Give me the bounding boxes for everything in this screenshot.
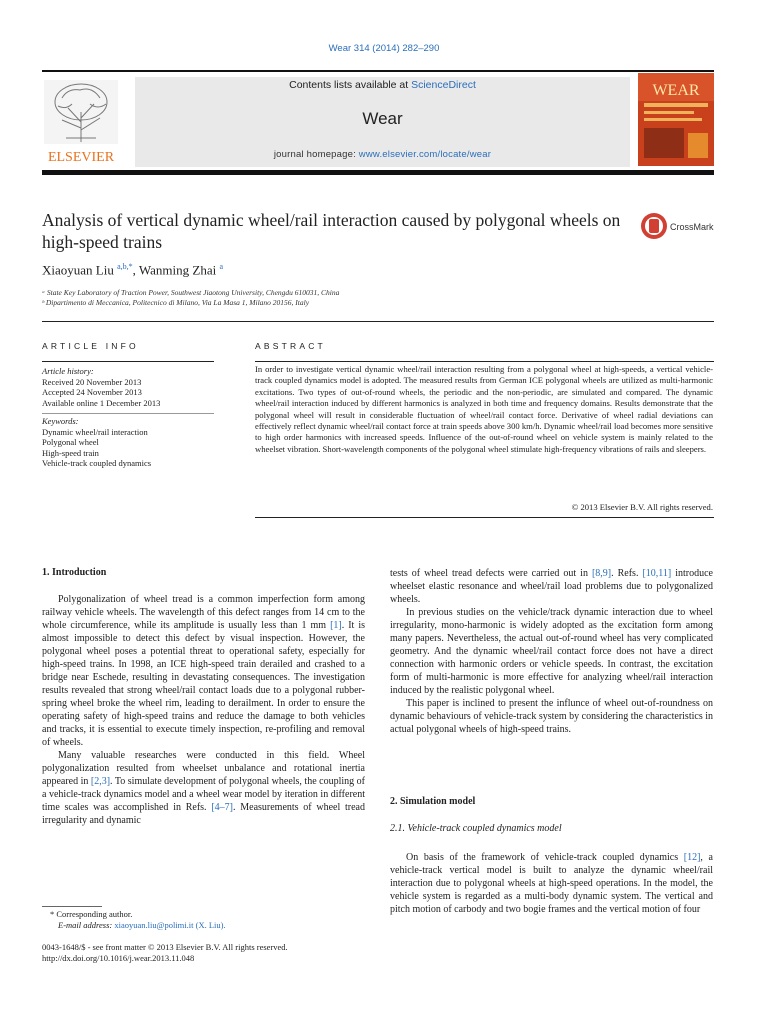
header-top-rule: [42, 70, 714, 72]
elsevier-logo[interactable]: [42, 78, 120, 168]
paragraph: In previous studies on the vehicle/track dynamic interaction due to wheel irregularity, mono-harmonic is widely adopted as the excitation form among many papers. Nevertheless, the actual out-of-round wheel has very complicated geometry. And the dynamic wheel/rail contact force does not have a direct connection with harmonic orders or vehicle speeds. In contrast, the excitation form of multi-harmonic is more effective for analyzing wheel/rail interaction induced by the realistic polygonal wheel.: [390, 607, 713, 696]
contents-prefix: Contents lists available at: [289, 79, 412, 91]
homepage-line: [135, 149, 630, 160]
journal-cover-image[interactable]: [638, 73, 714, 166]
text-run: On basis of the framework of vehicle-track coupled dynamics: [406, 852, 684, 863]
journal-name: Wear: [362, 109, 403, 128]
online-date: Available online 1 December 2013: [42, 397, 161, 408]
simulation-heading: 2. Simulation model: [390, 796, 476, 807]
text-run: Many valuable researches were conducted in this field. Wheel polygonalization resulted from wheelset unbalance and rotational inertia appeared in: [42, 750, 365, 787]
affiliation-a: ᵃ State Key Laboratory of Traction Power, Southwest Jiaotong University, Chengdu 610031, China: [42, 288, 340, 297]
text-run: . To simulate development of polygonal wheels, the coupling of a vehicle-track dynamics model and a wheel wear model by iteration in different time scales was accomplished in Refs.: [42, 776, 365, 813]
corresponding-author-mark[interactable]: *: [128, 262, 133, 271]
abstract-text: In order to investigate vertical dynamic wheel/rail interaction resulting from a polygonal wheel at high-speeds, a vertical vehicle-track coupled dynamics model is adopted. The measured results from German ICE polygonal wheels are utilized as multi-harmonic excitations. Two types of out-of-round wheels, the periodic and the non-periodic, are simulated and compared. The dynamic wheel/rail interaction induced by different harmonics is analyzed in both time and frequency domains. Results demonstrate that the polygonal wheel will result in considerable fluctuation of wheel/rail contact force. Derivative of wheel radial deviations can effectively reflect dynamic wheel/rail contact force at train speeds above 300 km/h. Dynamic wheel/rail load becomes more sensitive to high order harmonics with increased speeds. Influence of the out-of-round wheel on vehicle system is mainly related to the wheelset vibration. Short-wavelength components of the polygonal wheel stimulate high-frequency vibrations of rails and sleepers.: [255, 364, 713, 454]
left-column: [42, 593, 365, 827]
email-link[interactable]: xiaoyuan.liu@polimi.it (X. Liu).: [114, 920, 226, 930]
ref-link[interactable]: [1]: [330, 620, 342, 631]
history-rule: [42, 413, 214, 414]
abstract-heading: ABSTRACT: [255, 341, 326, 351]
contents-line: [135, 79, 630, 91]
homepage-link[interactable]: www.elsevier.com/locate/wear: [358, 149, 492, 160]
cover-title: WEAR: [652, 82, 700, 99]
introduction-heading: 1. Introduction: [42, 567, 107, 578]
text-run: . Measurements of wheel tread irregularity and dynamic: [42, 802, 365, 826]
email-label: E-mail address:: [58, 920, 115, 930]
text-run: . Refs.: [611, 568, 643, 579]
author-separator: ,: [132, 262, 139, 278]
ref-link[interactable]: [2,3]: [90, 776, 111, 787]
author-2: Wanming Zhai: [138, 262, 217, 278]
keyword: Polygonal wheel: [42, 437, 99, 447]
ref-link[interactable]: [8,9]: [591, 568, 612, 579]
author-1-affiliation-marks[interactable]: a,b,: [117, 262, 129, 271]
right-column: [390, 567, 713, 736]
homepage-prefix: journal homepage:: [273, 149, 359, 160]
author-2-affiliation-mark[interactable]: a: [219, 262, 224, 271]
text-run: introduce wheelset elastic resonance and wheel/rail load problems due to polygonalized wheels.: [390, 568, 713, 605]
article-info-heading: ARTICLE INFO: [42, 341, 139, 351]
ref-link[interactable]: [10,11]: [642, 568, 672, 579]
crossmark-badge[interactable]: [640, 210, 720, 240]
crossmark-label: CrossMark: [670, 222, 714, 232]
sciencedirect-link[interactable]: ScienceDirect: [411, 79, 476, 91]
right-column-continued: [390, 851, 713, 916]
text-run: tests of wheel tread defects were carried out in: [390, 568, 592, 579]
paragraph: [42, 593, 365, 749]
article-title: Analysis of vertical dynamic wheel/rail interaction caused by polygonal wheels on high-speed trains: [42, 210, 621, 252]
keywords-label: Keywords:: [42, 416, 79, 426]
issn-line: 0043-1648/$ - see front matter © 2013 Elsevier B.V. All rights reserved.: [42, 942, 288, 952]
keywords-block: [42, 416, 217, 469]
abstract-rule: [255, 361, 714, 362]
journal-citation[interactable]: Wear 314 (2014) 282–290: [328, 43, 440, 54]
header-bottom-rule: [42, 170, 714, 175]
history-label: Article history:: [42, 366, 94, 376]
received-date: Received 20 November 2013: [42, 376, 142, 387]
paragraph: [390, 851, 713, 916]
affiliation-b: ᵇ Dipartimento di Meccanica, Politecnico di Milano, Via La Masa 1, Milano 20156, Italy: [42, 298, 310, 307]
paragraph: [390, 567, 713, 606]
abstract-bottom-rule: [255, 517, 714, 518]
article-info-rule: [42, 361, 214, 362]
article-history: [42, 366, 217, 408]
ref-link[interactable]: [4–7]: [211, 802, 233, 813]
ref-link[interactable]: [12]: [683, 852, 701, 863]
elsevier-wordmark: ELSEVIER: [47, 150, 115, 165]
footnote-rule: [42, 906, 102, 907]
text-run: , a vehicle-track vertical model is built to analyze the dynamic wheel/rail interaction due to polygonal wheels at high-speed operations. In the model, the vehicle system is regarded as a multi-body dynamic system. The vertical and pitch motion of carbody and two bogie frames and the vertical motion of four: [390, 852, 713, 915]
doi-link[interactable]: http://dx.doi.org/10.1016/j.wear.2013.11.048: [42, 953, 195, 963]
accepted-date: Accepted 24 November 2013: [42, 387, 142, 397]
author-list: [42, 262, 223, 278]
email-note: [58, 920, 226, 931]
author-1: Xiaoyuan Liu: [42, 262, 114, 278]
text-run: . It is almost impossible to detect this defect by visual inspection. However, the polygonal wheel poses a potential threat to operational safety, especially for high-speed trains. In 1998, an ICE high-speed train derailed and crashed to a bridge near Eschede, resulting in devastating consequences. The investigation results revealed that strong wheel/rail contact loads due to a polygonal rubber-spring wheel broke the wheel rim, leading to derailment. In order to ensure the operating safety of high-speed trains and reduce the damage to both vehicles and tracks, it is essential to execute timely inspection, re-profiling and removal of wheels.: [42, 620, 366, 748]
corresponding-author-note: * Corresponding author.: [50, 909, 133, 919]
subsection-heading: 2.1. Vehicle-track coupled dynamics model: [390, 823, 562, 834]
paragraph: [42, 749, 365, 827]
keyword: Dynamic wheel/rail interaction: [42, 426, 148, 437]
front-matter-rule: [42, 321, 714, 322]
keyword: Vehicle-track coupled dynamics: [42, 458, 152, 468]
text-run: Polygonalization of wheel tread is a common imperfection form among railway vehicle wheels. The wavelength of this defect ranges from 14 cm to the whole circumference, while its amplitude is usually less than 1 mm: [42, 594, 365, 631]
abstract-copyright: © 2013 Elsevier B.V. All rights reserved.: [571, 502, 713, 512]
keyword: High-speed train: [42, 447, 99, 458]
paragraph: This paper is inclined to present the influnce of wheel out-of-roundness on dynamic behaviours of vehicle-track system by considering the characteristics in actual polygonal wheels of high-speed trains.: [390, 698, 713, 735]
